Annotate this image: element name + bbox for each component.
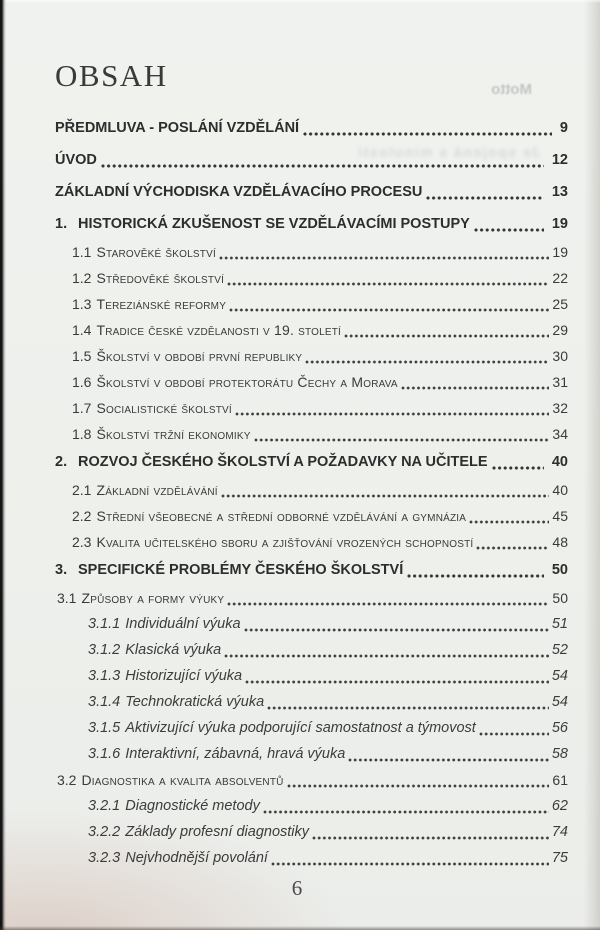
dot-leader [469, 520, 549, 524]
toc-entry [55, 115, 568, 141]
toc-entry-page: 61 [552, 772, 568, 788]
toc-entry-number: 3.1.3 [88, 668, 121, 684]
toc-entry-page: 40 [551, 454, 568, 470]
toc-entry-label: Nejvhodnější povolání [125, 850, 268, 866]
toc-entry-number: 3.1.2 [88, 642, 121, 658]
toc-entry [55, 449, 568, 475]
toc-entry-page: 58 [551, 746, 568, 762]
toc-entry-label: Školství v období první republiky [96, 348, 303, 364]
toc-entry-label: Socialistické školství [96, 400, 232, 416]
toc-entry-number: 3.2 [57, 772, 77, 788]
toc-entry-label: Diagnostika a kvalita absolventů [81, 772, 284, 788]
toc-entry [55, 845, 568, 871]
toc-entry [55, 239, 568, 265]
toc-entry-number: 2.3 [72, 534, 92, 550]
dot-leader [245, 680, 549, 684]
toc-entry-page: 75 [551, 850, 568, 866]
toc-entry-page: 50 [551, 562, 568, 578]
toc-entry-page: 29 [552, 322, 568, 338]
toc-entry [55, 819, 568, 845]
toc-entry [55, 477, 568, 503]
toc-entry-number: 2.2 [72, 508, 92, 524]
toc-entry-label: Individuální výuka [125, 616, 241, 632]
toc-content [55, 58, 568, 871]
toc-entry-label: ZÁKLADNÍ VÝCHODISKA VZDĚLÁVACÍHO PROCESU [55, 184, 423, 200]
toc-entry-page: 12 [551, 152, 568, 168]
toc-entry-label: PŘEDMLUVA - POSLÁNÍ VZDĚLÁNÍ [55, 120, 300, 136]
toc-entry-number: 3.2.1 [88, 798, 121, 814]
toc-entry-page: 19 [552, 244, 568, 260]
scan-bottom-edge [0, 926, 600, 930]
toc-entry-page: 54 [551, 694, 568, 710]
toc-entry-label: Základy profesní diagnostiky [125, 824, 310, 840]
toc-entry-number: 2.1 [72, 482, 92, 498]
toc-entry-number: 2. [55, 454, 68, 470]
scan-right-shadow [584, 0, 600, 930]
dot-leader [303, 132, 552, 136]
toc-entry [55, 503, 568, 529]
toc-entry-number: 1.6 [72, 374, 92, 390]
dot-leader [235, 412, 550, 416]
toc-entry-label: Kvalita učitelského sboru a zjišťování vrozených schopností [96, 534, 474, 550]
toc-entry-number: 1.3 [72, 296, 92, 312]
toc-entry-label: Tereziánské reformy [96, 296, 227, 312]
toc-entry-number: 3. [55, 562, 68, 578]
toc-entry [55, 663, 568, 689]
toc-entry-page: 34 [552, 426, 568, 442]
toc-entry-label: SPECIFICKÉ PROBLÉMY ČESKÉHO ŠKOLSTVÍ [78, 562, 404, 578]
toc-entry [55, 421, 568, 447]
toc-entry-label: Aktivizující výuka podporující samostatnost a týmovost [125, 720, 476, 736]
toc-entry [55, 637, 568, 663]
toc-entry-label: Historizující výuka [125, 668, 243, 684]
toc-entry-page: 22 [552, 270, 568, 286]
toc-entry-page: 50 [552, 590, 568, 606]
toc-entry-label: HISTORICKÁ ZKUŠENOST SE VZDĚLÁVACÍMI POSTUPY [78, 216, 470, 232]
toc-entry [55, 395, 568, 421]
toc-entry-label: Technokratická výuka [125, 694, 265, 710]
dot-leader [101, 164, 544, 168]
toc-entry-label: Základní vzdělávání [96, 482, 218, 498]
toc-entry [55, 369, 568, 395]
bleedthrough-text-motto: Motto [491, 81, 532, 98]
toc-entry-label: Způsoby a formy výuky [81, 590, 225, 606]
dot-leader [426, 196, 544, 200]
toc-entry-number: 1. [55, 216, 68, 232]
dot-leader [221, 494, 550, 498]
toc-entry-label: ÚVOD [55, 152, 97, 168]
toc-entry-number: 3.1 [57, 590, 77, 606]
toc-entry-number: 1.8 [72, 426, 92, 442]
toc-entry [55, 179, 568, 205]
toc-entry-page: 32 [552, 400, 568, 416]
dot-leader [476, 546, 549, 550]
toc-entry [55, 715, 568, 741]
toc-entry-page: 30 [552, 348, 568, 364]
toc-entry-label: ROZVOJ ČESKÉHO ŠKOLSTVÍ A POŽADAVKY NA UČITELE [78, 454, 488, 470]
toc-entry-label: Tradice české vzdělanosti v 19. století [96, 322, 342, 338]
dot-leader [287, 784, 550, 788]
toc-entry-label: Starověké školství [96, 244, 216, 260]
dot-leader [344, 334, 549, 338]
dot-leader [224, 654, 549, 658]
dot-leader [263, 810, 549, 814]
toc-entry-number: 1.5 [72, 348, 92, 364]
toc-entry-page: 9 [559, 120, 568, 136]
toc-entry [55, 689, 568, 715]
dot-leader [244, 628, 549, 632]
toc-entry-page: 40 [552, 482, 568, 498]
toc-entry-number: 3.1.4 [88, 694, 121, 710]
dot-leader [474, 228, 544, 232]
toc-entry [55, 265, 568, 291]
toc-entry-label: Střední všeobecné a střední odborné vzdělávání a gymnázia [96, 508, 467, 524]
toc-entry-page: 19 [551, 216, 568, 232]
toc-list [55, 115, 568, 871]
dot-leader [492, 466, 544, 470]
dot-leader [227, 282, 549, 286]
toc-entry-label: Středověké školství [96, 270, 225, 286]
toc-entry [55, 291, 568, 317]
scan-top-edge [6, 0, 600, 3]
scan-left-edge [0, 0, 6, 930]
toc-entry [55, 529, 568, 555]
toc-entry [55, 585, 568, 611]
toc-entry-number: 3.2.2 [88, 824, 121, 840]
toc-entry [55, 211, 568, 237]
toc-entry-page: 74 [551, 824, 568, 840]
toc-entry-label: Školství tržní ekonomiky [96, 426, 251, 442]
toc-entry [55, 343, 568, 369]
dot-leader [312, 836, 549, 840]
toc-entry-number: 3.1.1 [88, 616, 121, 632]
page-number: 6 [291, 876, 303, 900]
dot-leader [401, 386, 550, 390]
toc-entry-number: 1.7 [72, 400, 92, 416]
page-title: OBSAH [55, 58, 168, 93]
toc-entry [55, 741, 568, 767]
toc-entry-label: Školství v období protektorátu Čechy a Morava [96, 374, 398, 390]
dot-leader [305, 360, 549, 364]
toc-entry-number: 1.2 [72, 270, 92, 286]
dot-leader [267, 706, 549, 710]
toc-entry [55, 147, 568, 173]
dot-leader [407, 574, 544, 578]
toc-entry [55, 767, 568, 793]
toc-entry-page: 56 [551, 720, 568, 736]
toc-entry-label: Diagnostické metody [125, 798, 260, 814]
dot-leader [348, 758, 549, 762]
toc-entry [55, 557, 568, 583]
toc-entry-label: Interaktivní, zábavná, hravá výuka [125, 746, 346, 762]
toc-entry-page: 25 [552, 296, 568, 312]
toc-entry-page: 52 [551, 642, 568, 658]
toc-entry-number: 3.1.5 [88, 720, 121, 736]
toc-entry-label: Klasická výuka [125, 642, 222, 658]
dot-leader [219, 256, 550, 260]
dot-leader [229, 308, 549, 312]
toc-entry-page: 54 [551, 668, 568, 684]
toc-entry-page: 48 [552, 534, 568, 550]
toc-entry-number: 1.4 [72, 322, 92, 338]
toc-entry-number: 1.1 [72, 244, 92, 260]
toc-entry-page: 62 [551, 798, 568, 814]
dot-leader [271, 862, 549, 866]
toc-entry [55, 793, 568, 819]
dot-leader [479, 732, 549, 736]
dot-leader [254, 438, 550, 442]
bleedthrough-text-line: Je spojená s minulostí [356, 144, 540, 160]
toc-entry-number: 3.2.3 [88, 850, 121, 866]
dot-leader [227, 602, 549, 606]
toc-entry [55, 317, 568, 343]
toc-entry-page: 13 [551, 184, 568, 200]
toc-entry-page: 45 [552, 508, 568, 524]
toc-entry [55, 611, 568, 637]
toc-entry-page: 51 [551, 616, 568, 632]
toc-entry-number: 3.1.6 [88, 746, 121, 762]
toc-entry-page: 31 [552, 374, 568, 390]
